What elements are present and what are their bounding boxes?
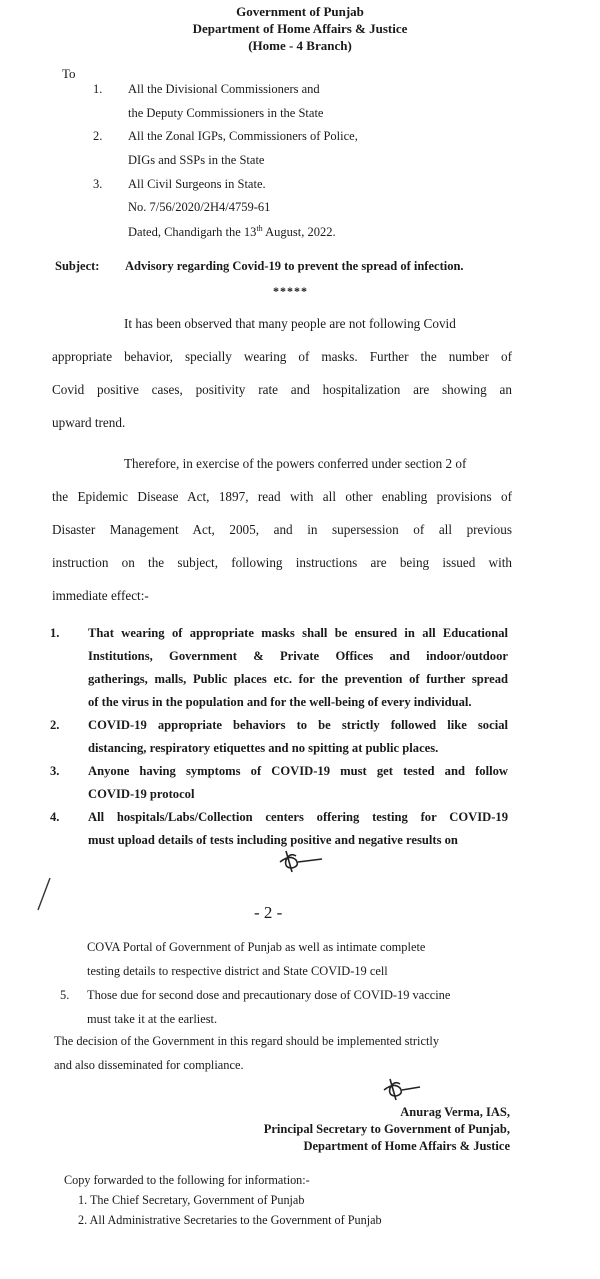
dated-line — [128, 224, 336, 240]
instruction-line: That wearing of appropriate masks shall be ensured in all Educational — [88, 626, 508, 640]
instruction-line: Those due for second dose and precautionary dose of COVID-19 vaccine — [87, 988, 451, 1002]
copy-list-item — [78, 1190, 382, 1210]
signature-mark-icon — [380, 1076, 426, 1102]
addressee-number: 1. — [93, 82, 103, 96]
page-number: - 2 - — [254, 903, 283, 922]
instruction-line: All hospitals/Labs/Collection centers offering testing for COVID-19 — [88, 810, 508, 824]
addressee-line: All the Divisional Commissioners and — [128, 82, 320, 96]
paragraph-observation — [52, 307, 512, 439]
dated-prefix: Dated, Chandigarh the 13 — [128, 225, 257, 240]
addressee-line: All the Zonal IGPs, Commissioners of Police, — [128, 129, 358, 143]
closing-line: The decision of the Government in this regard should be implemented strictly — [54, 1034, 440, 1048]
copy-list-text: The Chief Secretary, Government of Punjab — [89, 1193, 305, 1207]
instruction-number: 3. — [50, 764, 60, 778]
copy-forwarded-heading: Copy forwarded to the following for information:- — [64, 1173, 310, 1187]
instruction-number: 5. — [60, 988, 70, 1002]
addressee-line: the Deputy Commissioners in the State — [128, 106, 324, 120]
copy-list-text: All Administrative Secretaries to the Government of Punjab — [89, 1213, 382, 1227]
instruction-number: 4. — [50, 810, 60, 824]
paragraph-line: instruction on the subject, following instructions are being issued with — [52, 555, 512, 570]
copy-list-item — [78, 1210, 382, 1230]
paragraph-line: Disaster Management Act, 2005, and in supersession of all previous — [52, 522, 512, 537]
paragraph-line: appropriate behavior, specially wearing of masks. Further the number of — [52, 349, 512, 364]
header-government: Government of Punjab — [236, 4, 364, 19]
slash-mark-icon — [34, 876, 54, 912]
instruction-line: Anyone having symptoms of COVID-19 must get tested and follow — [88, 764, 508, 778]
instruction-text — [88, 760, 508, 806]
instruction-text — [88, 714, 508, 760]
paragraph-line: immediate effect:- — [52, 588, 149, 603]
paragraph-line: It has been observed that many people are not following Covid — [124, 316, 456, 331]
addressee-number: 2. — [93, 129, 103, 143]
reference-number: No. 7/56/2020/2H4/4759-61 — [128, 200, 271, 214]
addressee-number: 3. — [93, 177, 103, 191]
signatory-title: Principal Secretary to Government of Punjab, — [263, 1122, 510, 1136]
instruction-line: COVID-19 appropriate behaviors to be strictly followed like social — [88, 718, 508, 732]
initial-mark-icon — [276, 848, 326, 874]
signatory-department: Department of Home Affairs & Justice — [303, 1139, 510, 1153]
paragraph-line: the Epidemic Disease Act, 1897, read with all other enabling provisions of — [52, 489, 512, 504]
subject-label: Subject: — [55, 259, 100, 273]
closing-line: and also disseminated for compliance. — [54, 1058, 244, 1072]
paragraph-therefore — [52, 447, 512, 612]
instruction-line: of the virus in the population and for the well-being of every individual. — [88, 695, 472, 709]
instruction-line: COVID-19 protocol — [88, 787, 195, 801]
instruction-line: gatherings, malls, Public places etc. for the prevention of further spread — [88, 672, 508, 686]
subject-text: Advisory regarding Covid-19 to prevent the spread of infection. — [125, 259, 464, 273]
header-branch: (Home - 4 Branch) — [248, 38, 352, 53]
separator-stars: ***** — [273, 284, 308, 298]
instruction-5-text — [87, 983, 450, 1031]
copy-forwarded-list — [78, 1190, 382, 1230]
header-department: Department of Home Affairs & Justice — [192, 21, 408, 36]
instruction-line: Institutions, Government & Private Offices and indoor/outdoor — [88, 649, 508, 663]
paragraph-line: upward trend. — [52, 415, 126, 430]
addressee-line: All Civil Surgeons in State. — [128, 177, 266, 191]
instruction-text — [88, 806, 508, 852]
dated-superscript: th — [256, 224, 263, 233]
instruction-line: distancing, respiratory etiquettes and no spitting at public places. — [88, 741, 439, 755]
instruction-line: must upload details of tests including positive and negative results on — [88, 833, 458, 847]
copy-list-number: 1. — [78, 1193, 88, 1207]
addressee-line: DIGs and SSPs in the State — [128, 153, 265, 167]
continued-line: testing details to respective district and State COVID-19 cell — [87, 964, 388, 978]
instruction-number: 1. — [50, 626, 60, 640]
instruction-4-continued — [87, 935, 425, 983]
instruction-number: 2. — [50, 718, 60, 732]
instruction-text — [88, 622, 508, 714]
instruction-line: must take it at the earliest. — [87, 1012, 218, 1026]
closing-paragraph — [54, 1029, 439, 1077]
dated-suffix: August, 2022. — [262, 225, 336, 240]
continued-line: COVA Portal of Government of Punjab as well as intimate complete — [87, 940, 426, 954]
signatory-name: Anurag Verma, IAS, — [400, 1105, 510, 1119]
to-label: To — [62, 66, 76, 81]
paragraph-line: Therefore, in exercise of the powers conferred under section 2 of — [124, 456, 467, 471]
copy-list-number: 2. — [78, 1213, 88, 1227]
paragraph-line: Covid positive cases, positivity rate and hospitalization are showing an — [52, 382, 512, 397]
